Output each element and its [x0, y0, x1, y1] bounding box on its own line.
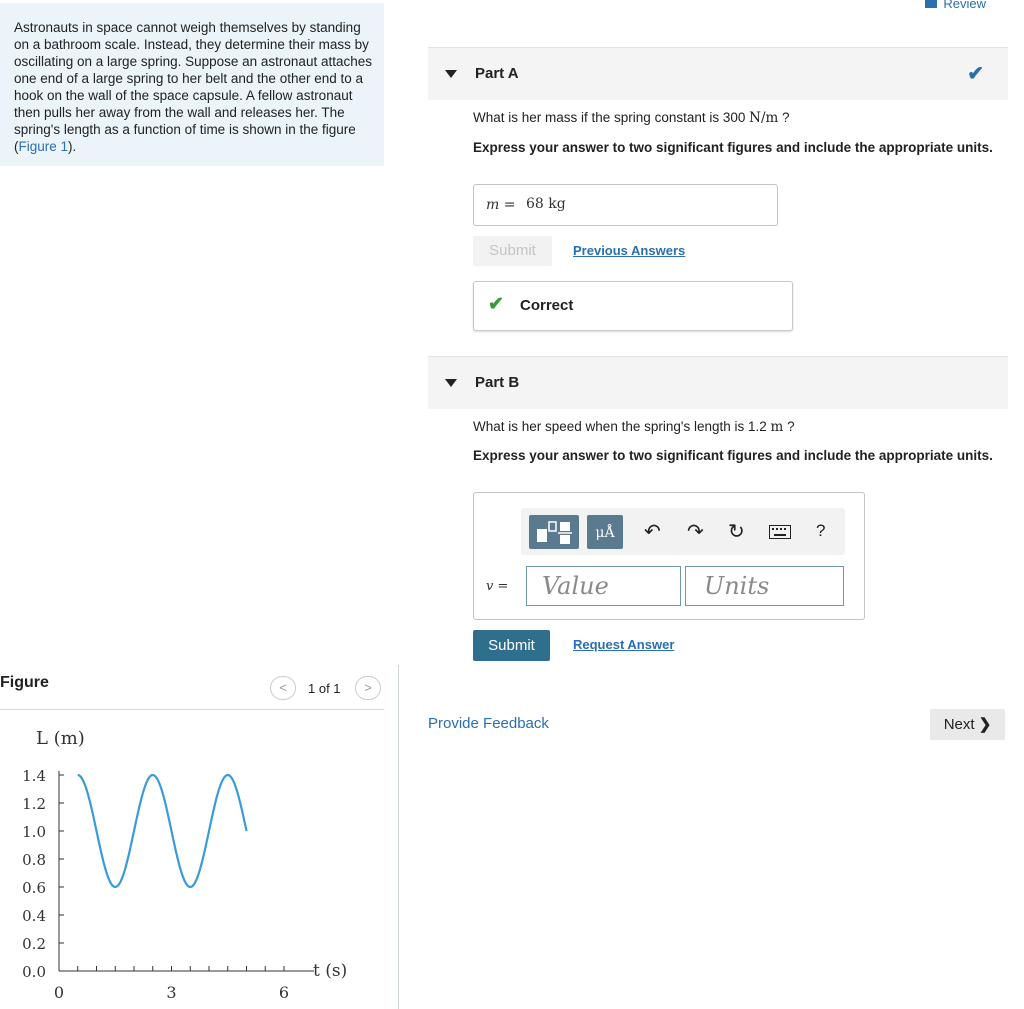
redo-icon[interactable]: ↷ — [687, 521, 704, 543]
collapse-triangle-icon — [445, 379, 457, 387]
problem-text: Astronauts in space cannot weigh themselves by standing on a bathroom scale. Instead, they determine their mass by oscillating on a large spring. Suppose an astronaut attaches one end of a large spring to her belt and the other end to a hook on the wall of the space capsule. A fellow astronaut then pulls her away from the wall and releases her. The spring's length as a function of time is shown in the figure (Figure 1). — [14, 20, 372, 154]
y-tick-label: 0.4 — [22, 907, 46, 925]
figure-next-button[interactable]: > — [355, 676, 381, 700]
request-answer-link[interactable]: Request Answer — [573, 637, 675, 652]
figure-link[interactable]: Figure 1 — [18, 139, 69, 154]
previous-answers-link[interactable]: Previous Answers — [573, 243, 686, 258]
y-tick-label: 0.0 — [22, 963, 46, 981]
book-icon — [925, 0, 937, 8]
green-check-icon: ✔ — [488, 294, 504, 315]
part-b-question: What is her speed when the spring's length is 1.2 m ? — [473, 419, 795, 435]
x-tick-label: 3 — [166, 983, 177, 1002]
reset-icon[interactable]: ↻ — [728, 521, 745, 543]
part-a-submit-button[interactable]: Submit — [473, 236, 552, 266]
collapse-triangle-icon — [445, 70, 457, 78]
checkmark-icon: ✔ — [967, 63, 984, 85]
problem-statement-panel — [0, 3, 384, 166]
part-a-question: What is her mass if the spring constant is 300 N/m ? — [473, 110, 790, 126]
y-tick-label: 0.2 — [22, 935, 46, 953]
part-b-instruction: Express your answer to two significant figures and include the appropriate units. — [473, 448, 993, 463]
undo-icon[interactable]: ↶ — [644, 521, 661, 543]
x-tick-label: 0 — [53, 983, 65, 1002]
part-a-header[interactable] — [428, 47, 1008, 100]
provide-feedback-link[interactable]: Provide Feedback — [428, 715, 549, 732]
part-b-header[interactable] — [428, 356, 1008, 409]
part-b-title: Part B — [475, 374, 520, 391]
correct-feedback-box — [473, 281, 793, 331]
figure-prev-button[interactable]: < — [270, 676, 296, 700]
y-axis-label: L (m) — [36, 728, 85, 749]
y-tick-label: 1.2 — [22, 795, 46, 813]
template-icon — [529, 515, 579, 549]
y-tick-label: 0.6 — [22, 879, 46, 897]
x-tick-label: 6 — [278, 983, 290, 1002]
units-button[interactable]: μÅ — [587, 515, 623, 549]
value-input[interactable]: Value — [526, 566, 681, 606]
part-a-instruction: Express your answer to two significant figures and include the appropriate units. — [473, 140, 993, 155]
y-tick-label: 1.4 — [22, 767, 46, 785]
part-b-answer-widget — [473, 492, 865, 620]
keyboard-icon[interactable] — [769, 522, 791, 545]
x-axis-label: t (s) — [313, 961, 348, 981]
figure-divider — [0, 709, 384, 710]
review-link[interactable]: Review — [925, 0, 986, 11]
units-input[interactable]: Units — [685, 566, 844, 606]
correct-label: Correct — [520, 297, 574, 314]
figure-title: Figure — [0, 674, 49, 691]
mass-value: 68 kg — [526, 196, 566, 212]
figure-pager: 1 of 1 — [308, 681, 341, 696]
chevron-right-icon: ❯ — [978, 716, 992, 733]
y-tick-label: 1.0 — [22, 823, 46, 841]
templates-button[interactable] — [529, 515, 579, 549]
spring-length-curve — [78, 775, 247, 887]
part-a-title: Part A — [475, 65, 519, 82]
y-tick-label: 0.8 — [22, 851, 46, 869]
spring-length-chart — [0, 715, 384, 1009]
speed-label: v = — [486, 579, 509, 594]
math-toolbar — [521, 508, 845, 555]
mass-label: m = — [486, 197, 516, 213]
part-a-answer-field[interactable] — [473, 184, 778, 226]
panel-divider — [398, 665, 399, 1009]
help-icon[interactable]: ? — [816, 521, 826, 540]
next-button[interactable]: Next ❯ — [930, 709, 1005, 740]
part-b-submit-button[interactable]: Submit — [473, 630, 550, 661]
